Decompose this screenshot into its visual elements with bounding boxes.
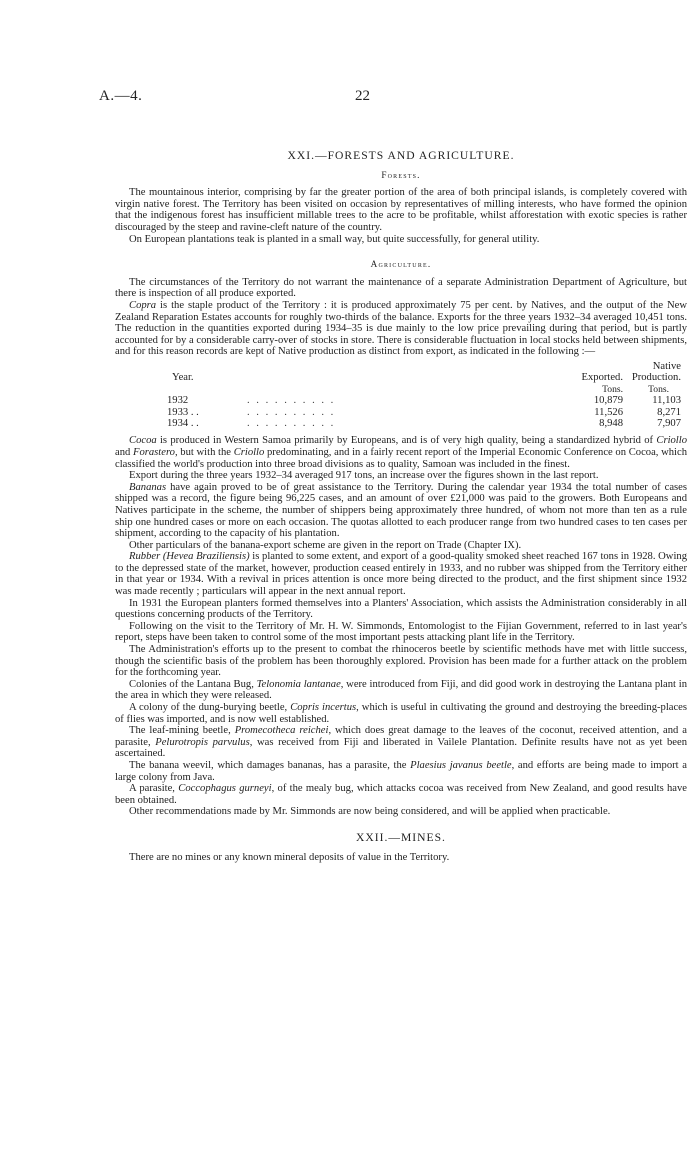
- paragraph-forests-2: On European plantations teak is planted in a small way, but quite successfully, for general utility.: [129, 233, 540, 245]
- subheading-agriculture: Agriculture.: [370, 259, 432, 270]
- table-row: [115, 395, 687, 406]
- row-exported: 10,879: [593, 395, 623, 407]
- paragraph-leaf-mining: [115, 725, 687, 760]
- unit-exported: Tons.: [602, 383, 623, 395]
- leaf-term-2: Pelurotropis parvulus: [155, 736, 250, 748]
- paragraph-banana-export: Other particulars of the banana-export scheme are given in the report on Trade (Chapter IX).: [129, 539, 522, 551]
- table-row: [115, 418, 687, 429]
- page-number: 22: [355, 88, 370, 104]
- lantana-term: Telonomia lantanae: [256, 678, 341, 690]
- row-exported: 11,526: [594, 406, 623, 418]
- row-native: 7,907: [657, 417, 681, 429]
- column-header-year: Year.: [172, 372, 194, 384]
- subheading-forests: Forests.: [381, 169, 421, 180]
- paragraph-forests-1: The mountainous interior, comprising by far the greater portion of the area of both principal islands, is completely covered with virgin native forest. The Territory has been visited on occasion by representatives of milling interests, who have formed the opinion that the indigenous forest has insufficient millable trees to the acre to be profitable, whilst afforestation with exotic species is rather discouraged by the steep and ravine-cleft nature of the country.: [115, 187, 687, 233]
- mealy-text-a: A parasite,: [129, 783, 179, 795]
- paragraph-rubber: [115, 551, 687, 597]
- table-row: [115, 407, 687, 418]
- row-year: 1933: [167, 406, 189, 418]
- dung-term: Copris incertus: [290, 702, 357, 713]
- mealy-term: Coccophagus gurneyi: [178, 783, 272, 795]
- criollo-term: Criollo: [656, 435, 687, 447]
- section-title-forests-agriculture: XXI.—FORESTS AND AGRICULTURE.: [287, 149, 515, 162]
- row-lead: . .: [190, 417, 199, 429]
- mealy-text-b: , of the mealy bug, which attacks cocoa was received from New Zealand, and good results have been obtained.: [115, 783, 687, 806]
- leaf-text-a: The leaf-mining beetle,: [129, 725, 235, 737]
- paragraph-other-recommendations: Other recommendations made by Mr. Simmonds are now being considered, and will be applied when practicable.: [129, 806, 611, 818]
- cocoa-term: Cocoa: [129, 435, 157, 447]
- leaf-text-c: , was received from Fiji and liberated in Vailele Plantation. Definite results have not as yet been ascertained.: [115, 736, 688, 760]
- row-year: 1934: [167, 417, 189, 429]
- leaf-text-b: , which does great damage to the leaves of the coconut, received attention, and a parasite,: [115, 725, 687, 748]
- paragraph-banana-weevil: [115, 760, 687, 783]
- rubber-term: Rubber (Hevea Braziliensis): [129, 551, 250, 563]
- table-header-row: [115, 361, 687, 384]
- row-leaders: . . . . . . . . . .: [247, 417, 336, 429]
- criollo-term-2: Criollo: [233, 446, 265, 458]
- lantana-text-b: , were introduced from Fiji, and did good work in destroying the Lantana plant in the area in which they were released.: [115, 678, 687, 702]
- leaf-term: Promecotheca reichei: [234, 725, 329, 737]
- bananas-term: Bananas: [129, 481, 167, 493]
- section-title-mines: XXII.—MINES.: [356, 830, 446, 844]
- row-native: 8,271: [657, 406, 681, 418]
- column-header-native-production: Native Production.: [631, 360, 681, 384]
- paragraph-planters: In 1931 the European planters formed themselves into a Planters' Association, which assists the Administration considerably in all questions concerning products of the Territory.: [115, 597, 687, 621]
- unit-native: Tons.: [648, 383, 669, 395]
- dung-text-b: , which is useful in cultivating the ground and destroying the breeding-places of flies was imported, and is now well established.: [115, 702, 687, 725]
- rubber-text: is planted to some extent, and export of a good-quality smoked sheet reached 167 tons in 1928. Owing to the depressed state of the market, however, production ceased entirely in 1933, and no rubber was shipped from the Territory either in that year or 1934. With a revival in prices attention is once more being directed to the product, and the first shipment since 1932 was made recently ; particulars will appear in the next annual report.: [115, 551, 687, 598]
- cocoa-text-2: , but with the: [174, 446, 234, 458]
- document-reference: A.—4.: [99, 88, 143, 104]
- paragraph-cocoa: [115, 435, 687, 470]
- paragraph-mines: There are no mines or any known mineral deposits of value in the Territory.: [129, 851, 450, 863]
- copra-text: is the staple product of the Territory : it is produced approximately 75 per cent. by Natives, and the output of the New Zealand Reparation Estates accounts for roughly two-thirds of the balance. Exports for the three years 1932–34 averaged 10,451 tons. The reduction in the quantities exported during 1934–35 is due mainly to the low price prevailing during that period, but is partly accounted for by a considerable carry-over of stocks in store. There is considerable fluctuation in local stocks held between shipments, and for this reason records are kept of Native production as distinct from export, as indicated in the following :—: [115, 299, 687, 358]
- copra-term: Copra: [129, 299, 157, 311]
- cocoa-text-1: is produced in Western Samoa primarily by Europeans, and is of very high quality, being a standardized hybrid of: [156, 435, 657, 447]
- row-leaders: . . . . . . . . . .: [247, 395, 336, 407]
- paragraph-bananas: [115, 482, 687, 540]
- paragraph-simmonds: Following on the visit to the Territory of Mr. H. W. Simmonds, Entomologist to the Fijian Government, referred to in last year's report, steps have been taken to control some of the most important pests attacking plant life in the Territory.: [115, 620, 687, 644]
- paragraph-agriculture-1: The circumstances of the Territory do not warrant the maintenance of a separate Administration Department of Agriculture, but there is inspection of all produce exported.: [115, 276, 687, 300]
- row-leaders: . . . . . . . . . .: [247, 406, 336, 418]
- cocoa-text-3: predominating, and in a fairly recent report of the Imperial Economic Conference on Cocoa, which classified the world's production into three broad divisions as to quality, Samoan was included in the finest.: [115, 446, 687, 470]
- paragraph-cocoa-export: Export during the three years 1932–34 averaged 917 tons, an increase over the figures shown in the last report.: [129, 470, 599, 482]
- forastero-term: Forastero: [132, 446, 175, 458]
- table-units-row: [115, 384, 687, 395]
- row-exported: 8,948: [599, 417, 623, 429]
- weevil-term: Plaesius javanus beetle: [410, 759, 512, 771]
- lantana-text-a: Colonies of the Lantana Bug,: [129, 678, 257, 690]
- dung-text-a: A colony of the dung-burying beetle,: [129, 702, 291, 713]
- paragraph-mealy-bug: [115, 783, 687, 806]
- cocoa-and: and: [115, 446, 133, 458]
- bananas-text: have again proved to be of great assistance to the Territory. During the calendar year 1934 the total number of cases shipped was a record, the figure being 96,225 cases, and an amount of over £21,000 was paid to the growers. Both Europeans and Natives participate in the scheme, the number of shippers being approximately three hundred, of whom not more than ten as a rule ship one hundred cases or more on each occasion. The quotas allotted to each producer range from two hundred cases to ten cases per shipment, according to the capacity of his plantation.: [115, 481, 687, 540]
- paragraph-rhinoceros-beetle: The Administration's efforts up to the present to combat the rhinoceros beetle by scientific methods have met with little success, though the scientific basis of the problem has been thoroughly explored. Provision has been made for a further attack on the problem for the forthcoming year.: [115, 644, 687, 679]
- page-body: [115, 150, 687, 863]
- section-mines: [115, 832, 687, 863]
- row-year: 1932: [167, 395, 189, 407]
- weevil-text-b: , and efforts are being made to import a large colony from Java.: [115, 759, 687, 783]
- running-header: [99, 88, 687, 108]
- copra-exports-table: [115, 361, 687, 429]
- weevil-text-a: The banana weevil, which damages bananas, has a parasite, the: [129, 759, 411, 771]
- paragraph-dung-beetle: [115, 702, 687, 725]
- paragraph-copra: [115, 300, 687, 358]
- column-header-exported: Exported.: [581, 372, 623, 384]
- row-lead: . .: [190, 406, 199, 418]
- paragraph-lantana: [115, 679, 687, 702]
- row-native: 11,103: [652, 395, 681, 407]
